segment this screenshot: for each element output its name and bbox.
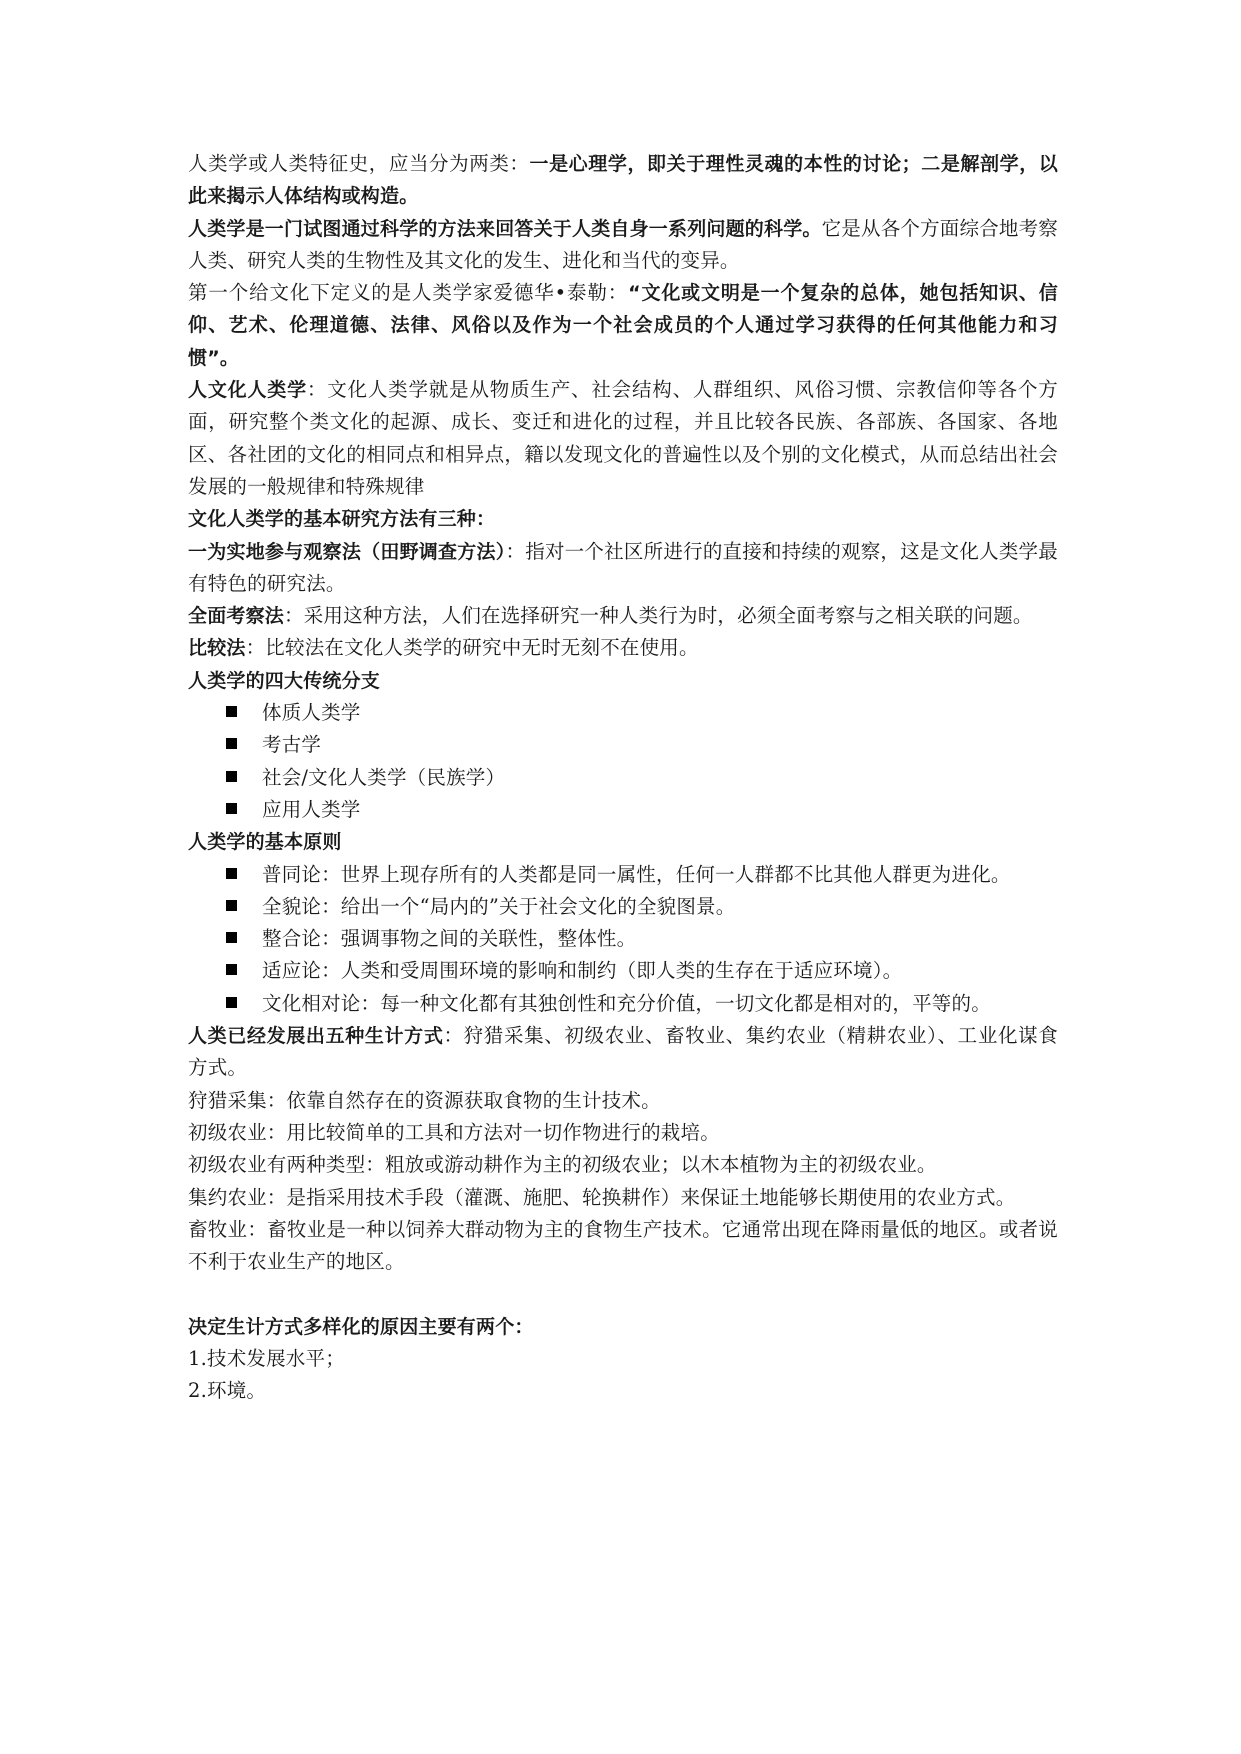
paragraph-culture-definition (188, 277, 1058, 374)
square-bullet-icon (226, 738, 237, 749)
bold-text: 人类已经发展出五种生计方式 (188, 1025, 444, 1048)
list-item (226, 955, 1058, 987)
blank-line (188, 1278, 1058, 1310)
cause-item: 1.技术发展水平； (188, 1346, 345, 1370)
text: ：指对一个社区所进行的直接和持续的观察，这是文化人类学最有特色的研究法。 (188, 539, 1058, 595)
bold-text: 全面考察法 (188, 605, 285, 628)
list-item-text: 应用人类学 (262, 797, 361, 821)
cause-item: 2.环境。 (188, 1379, 267, 1403)
list-item (226, 697, 1058, 729)
list-item-text: 全貌论：给出一个“局内的”关于社会文化的全貌图景。 (262, 894, 736, 918)
list-item (226, 762, 1058, 794)
paragraph-intensive-agriculture: 集约农业：是指采用技术手段（灌溉、施肥、轮换耕作）来保证土地能够长期使用的农业方式。 (188, 1185, 1016, 1209)
square-bullet-icon (226, 932, 237, 943)
square-bullet-icon (226, 706, 237, 717)
method-comparative (188, 632, 1058, 664)
document-page (188, 148, 1058, 1408)
list-item-text: 文化相对论：每一种文化都有其独创性和充分价值，一切文化都是相对的，平等的。 (262, 991, 991, 1015)
bold-text: 人类学是一门试图通过科学的方法来回答关于人类自身一系列问题的科学。 (188, 217, 822, 240)
principles-list (188, 859, 1058, 1020)
list-item-text: 适应论：人类和受周围环境的影响和制约（即人类的生存在于适应环境）。 (262, 959, 903, 983)
list-item-text: 整合论：强调事物之间的关联性，整体性。 (262, 927, 637, 951)
square-bullet-icon (226, 803, 237, 814)
list-item (226, 859, 1058, 891)
square-bullet-icon (226, 771, 237, 782)
list-item-text: 社会/文化人类学（民族学） (262, 765, 506, 789)
paragraph-anthropology-division (188, 148, 1058, 213)
text: ：采用这种方法，人们在选择研究一种人类行为时，必须全面考察与之相关联的问题。 (284, 604, 1033, 628)
text: 第一个给文化下定义的是人类学家爱德华•泰勒： (188, 281, 629, 305)
list-item-text: 体质人类学 (262, 701, 361, 725)
paragraph-primary-agriculture-types: 初级农业有两种类型：粗放或游动耕作为主的初级农业；以木本植物为主的初级农业。 (188, 1153, 937, 1177)
paragraph-primary-agriculture: 初级农业：用比较简单的工具和方法对一切作物进行的栽培。 (188, 1120, 720, 1144)
text: ：狩猎采集、初级农业、畜牧业、集约农业（精耕农业）、工业化谋食方式。 (188, 1024, 1058, 1080)
list-item (226, 794, 1058, 826)
bold-text: “文化或文明是一个复杂的总体，她包括知识、信仰、艺术、伦理道德、法律、风俗以及作为一个社会成员的个人通过学习获得的任何其他能力和习惯”。 (188, 282, 1059, 369)
branches-heading: 人类学的四大传统分支 (188, 669, 381, 692)
square-bullet-icon (226, 868, 237, 879)
square-bullet-icon (226, 997, 237, 1008)
methods-heading: 文化人类学的基本研究方法有三种： (188, 508, 496, 531)
square-bullet-icon (226, 900, 237, 911)
branches-list (188, 697, 1058, 826)
list-item (226, 923, 1058, 955)
text: ：文化人类学就是从物质生产、社会结构、人群组织、风俗习惯、宗教信仰等各个方面，研究整个类文化的起源、成长、变迁和进化的过程，并且比较各民族、各部族、各国家、各地区、各社团的文化的相同点和相异点，籍以发现文化的普遍性以及个别的文化模式，从而总结出社会发展的一般规律和特殊规律 (188, 378, 1058, 498)
list-item-text: 普同论：世界上现存所有的人类都是同一属性，任何一人群都不比其他人群更为进化。 (262, 862, 1011, 886)
method-holistic (188, 600, 1058, 632)
list-item-text: 考古学 (262, 733, 322, 757)
paragraph-cultural-anthropology (188, 374, 1058, 503)
principles-heading: 人类学的基本原则 (188, 831, 342, 854)
list-item (226, 891, 1058, 923)
paragraph-subsistence-modes (188, 1020, 1058, 1085)
bold-text: 比较法 (188, 637, 246, 660)
list-item (226, 988, 1058, 1020)
square-bullet-icon (226, 964, 237, 975)
bold-text: 人文化人类学 (188, 379, 307, 402)
paragraph-hunting-gathering: 狩猎采集：依靠自然存在的资源获取食物的生计技术。 (188, 1088, 661, 1112)
bold-text: 一是心理学，即关于理性灵魂的本性的讨论；二是解剖学，以此来揭示人体结构或构造。 (188, 153, 1058, 208)
list-item (226, 729, 1058, 761)
text: 人类学或人类特征史，应当分为两类： (188, 152, 530, 175)
method-field-observation (188, 536, 1058, 601)
paragraph-pastoralism: 畜牧业：畜牧业是一种以饲养大群动物为主的食物生产技术。它通常出现在降雨量低的地区。或者说不利于农业生产的地区。 (188, 1217, 1058, 1274)
bold-text: 一为实地参与观察法（田野调查方法） (188, 540, 506, 563)
text: ：比较法在文化人类学的研究中无时无刻不在使用。 (245, 636, 699, 660)
paragraph-anthropology-definition (188, 213, 1058, 278)
causes-heading: 决定生计方式多样化的原因主要有两个： (188, 1315, 534, 1338)
text: 它是从各个方面综合地考察人类、研究人类的生物性及其文化的发生、进化和当代的变异。 (188, 216, 1059, 272)
